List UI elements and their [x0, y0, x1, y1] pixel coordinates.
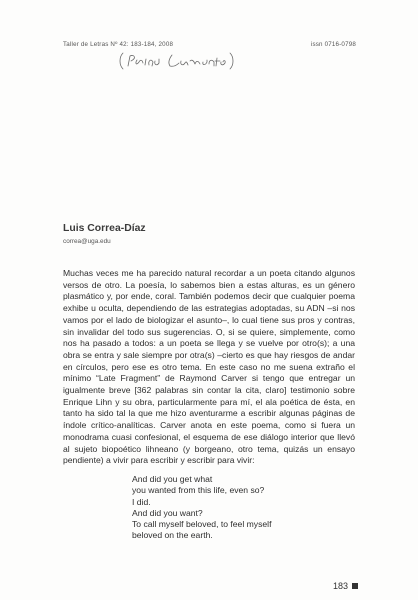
page-folio: [333, 580, 358, 592]
author-name: Luis Correa-Díaz: [63, 223, 146, 234]
poem-quote: [132, 474, 352, 542]
handwritten-annotation: [117, 50, 237, 72]
poem-line: And did you want?: [132, 507, 203, 518]
square-marker-icon: [352, 583, 358, 589]
poem-line: beloved on the earth.: [132, 530, 213, 541]
poem-line: To call myself beloved, to feel myself: [132, 519, 272, 530]
journal-citation: Taller de Letras Nº 42: 183-184, 2008: [63, 41, 174, 48]
author-email: correa@uga.edu: [63, 238, 111, 245]
poem-line: you wanted from this life, even so?: [132, 485, 265, 496]
issn-number: issn 0716-0798: [310, 41, 356, 48]
author-block: [63, 222, 146, 246]
poem-line: I did.: [132, 496, 151, 507]
body-paragraph: Muchas veces me ha parecido natural recordar a un poeta citando algunos versos de otro. La poesía, lo sabemos bien a estas alturas, es un género plasmático y, por ende, coral. También podemos decir que cualquier poema exhibe u oculta, dependiendo de las estrategias adoptadas, su ADN –si nos vamos por el lado de biologizar el asunto–, lo cual tiene sus pros y contras, sin invalidar del todo sus sugerencias. O, si se quiere, simplemente, como nos ha pasado a todos: a un poeta se llega y se vuelve por otro(s); a una obra se entra y sale siempre por otra(s) –cierto es que hay riesgos de andar en círculos, pero ese es otro tema. En este caso no me suena extraño el mínimo “Late Fragment” de Raymond Carver si tengo que entregar un igualmente breve [362 palabras sin contar la cita, claro] testimonio sobre Enrique Lihn y su obra, particularmente para mí, el ala poética de ésta, en tanto ha sido tal la que me hizo aventurarme a escribir algunas páginas de índole crítico-analíticas. Carver anota en este poema, como si fuera un monodrama cuasi confesional, el esquema de ese diálogo interior que llevó al sujeto biopoético lihneano (y borgeano, otro tema, quizás un ensayo pendiente) a vivir para escribir y escribir para vivir:: [63, 268, 355, 466]
poem-line: And did you get what: [132, 474, 213, 484]
page-number: 183: [333, 581, 349, 591]
